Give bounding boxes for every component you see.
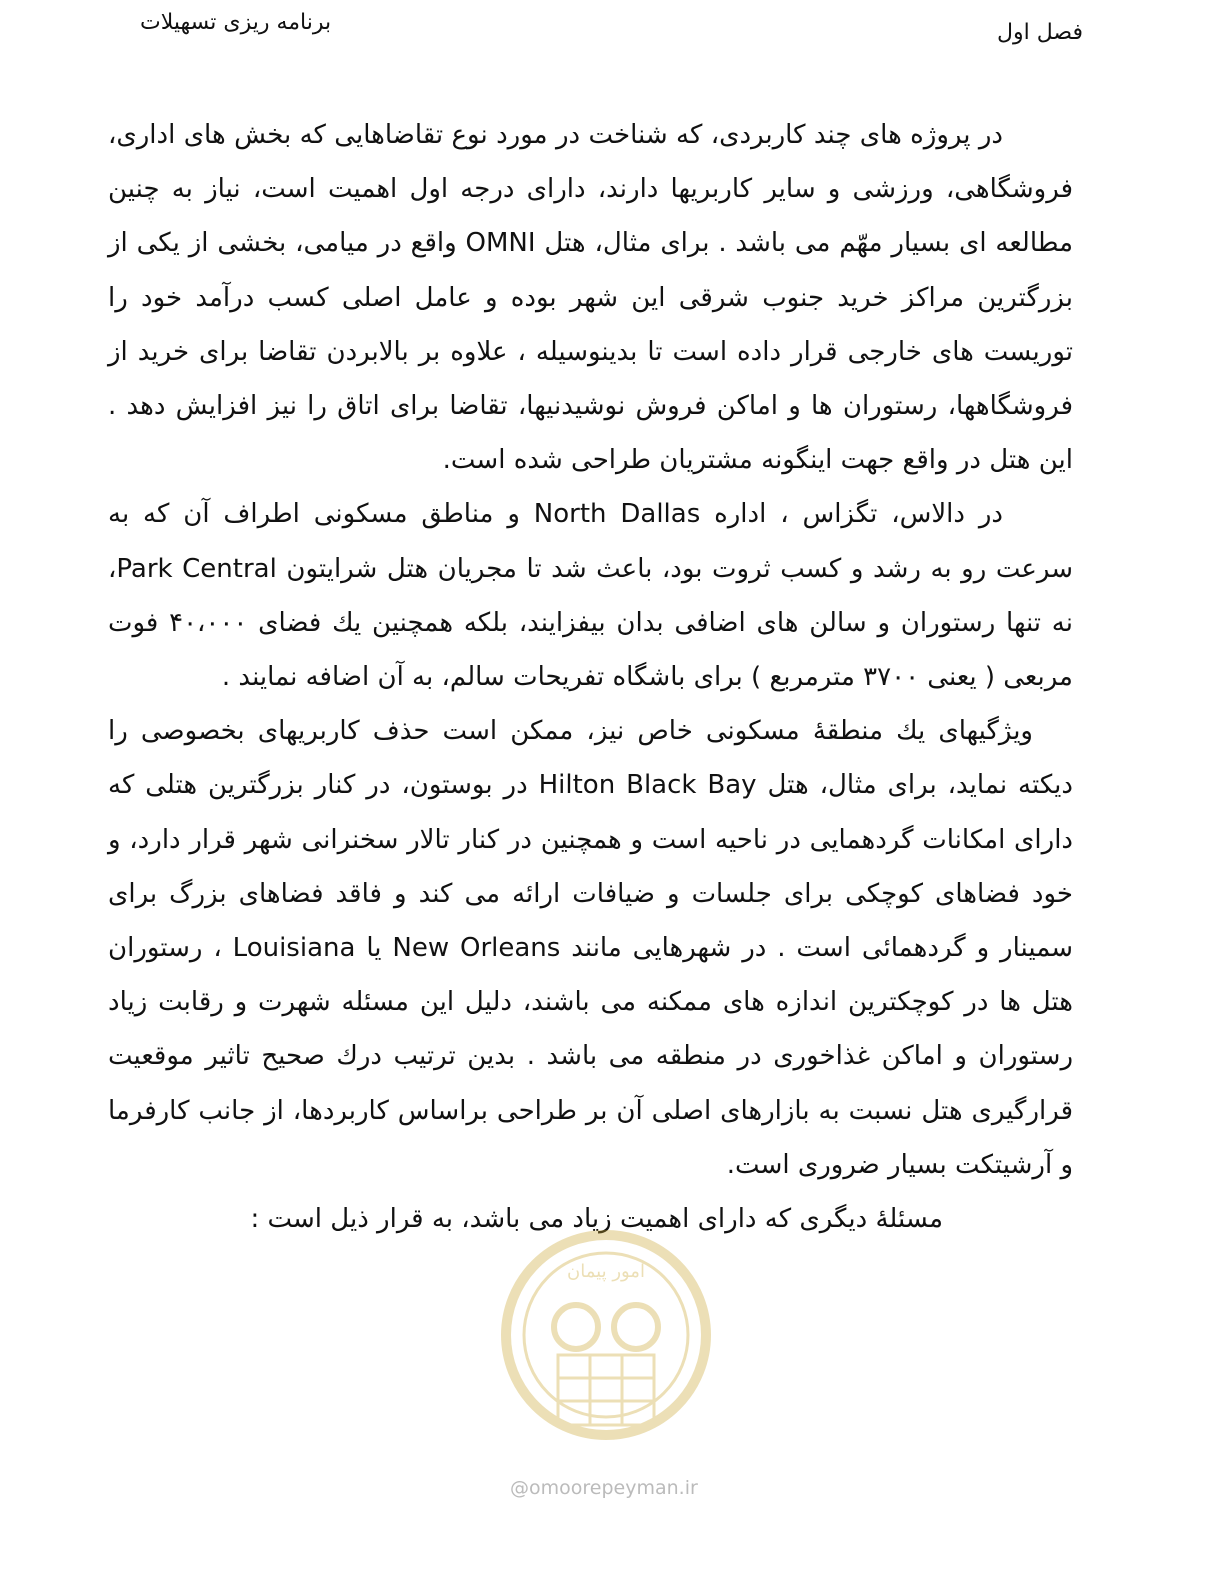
watermark-site-text: @omoorepeyman.ir — [510, 1477, 698, 1499]
body-text — [108, 108, 1073, 1246]
watermark-seal-icon — [496, 1215, 716, 1515]
paragraph-residential-area: ویژگیهای یك منطقهٔ مسکونی خاص نیز، ممکن است حذف کاربریهای بخصوصی را دیکته نماید، برای مثال، هتل Hilton Black Bay در بوستون، در کنار بزرگترین هتلی که دارای امکانات گردهمایی در ناحیه است و همچنین در کنار تالار سخنرانی شهر قرار دارد، و خود فضاهای کوچکی برای جلسات و ضیافات ارائه می کند و فاقد فضاهای بزرگ برای سمینار و گردهمائی است . در شهرهایی مانند New Orleans یا Louisiana ، رستوران هتل ها در کوچکترین اندازه های ممکنه می باشند، دلیل این مسئله شهرت و رقابت زیاد رستوران و اماکن غذاخوری در منطقه می باشد . بدین ترتیب درك صحیح تاثیر موقعیت قرارگیری هتل نسبت به بازارهای اصلی آن بر طراحی براساس کاربردها، از جانب کارفرما و آرشیتکت بسیار ضروری است. — [108, 716, 1074, 1180]
paragraph-multi-use-projects: در پروژه های چند کاربردی، که شناخت در مورد نوع تقاضاهایی که بخش های اداری، فروشگاهی، ورزشی و سایر کاربریها دارند، دارای درجه اول اهمیت است، نیاز به چنین مطالعه ای بسیار مهّم می باشد . برای مثال، هتل OMNI واقع در میامی، بخشی از یکی از بزرگترین مراکز خرید جنوب شرقی این شهر بوده و عامل اصلی کسب درآمد خود را توریست های خارجی قرار داده است تا بدینوسیله ، علاوه بر بالابردن تقاضا برای خرید از فروشگاهها، رستوران ها و اماکن فروش نوشیدنیها، تقاضا برای اتاق را نیز افزایش دهد . این هتل در واقع جهت اینگونه مشتریان طراحی شده است. — [108, 120, 1073, 476]
seal-lettering: امور پیمان — [567, 1261, 645, 1282]
watermark-site: omoorepeyman.ir — [529, 1477, 698, 1499]
chapter-header: فصل اول — [997, 20, 1083, 45]
paragraph-next-issue: مسئلهٔ دیگری که دارای اهمیت زیاد می باشد، به قرار ذیل است : — [250, 1204, 943, 1235]
book-title-header: برنامه ریزی تسهیلات — [140, 10, 332, 35]
paragraph-dallas: در دالاس، تگزاس ، اداره North Dallas و مناطق مسکونی اطراف آن که به سرعت رو به رشد و کسب ثروت بود، باعث شد تا مجریان هتل شرایتون Park Central، نه تنها رستوران و سالن های اضافی بدان بیفزایند، بلکه همچنین یك فضای ۴۰،۰۰۰ فوت مربعی ( یعنی ۳۷۰۰ مترمربع ) برای باشگاه تفریحات سالم، به آن اضافه نمایند . — [108, 499, 1074, 693]
